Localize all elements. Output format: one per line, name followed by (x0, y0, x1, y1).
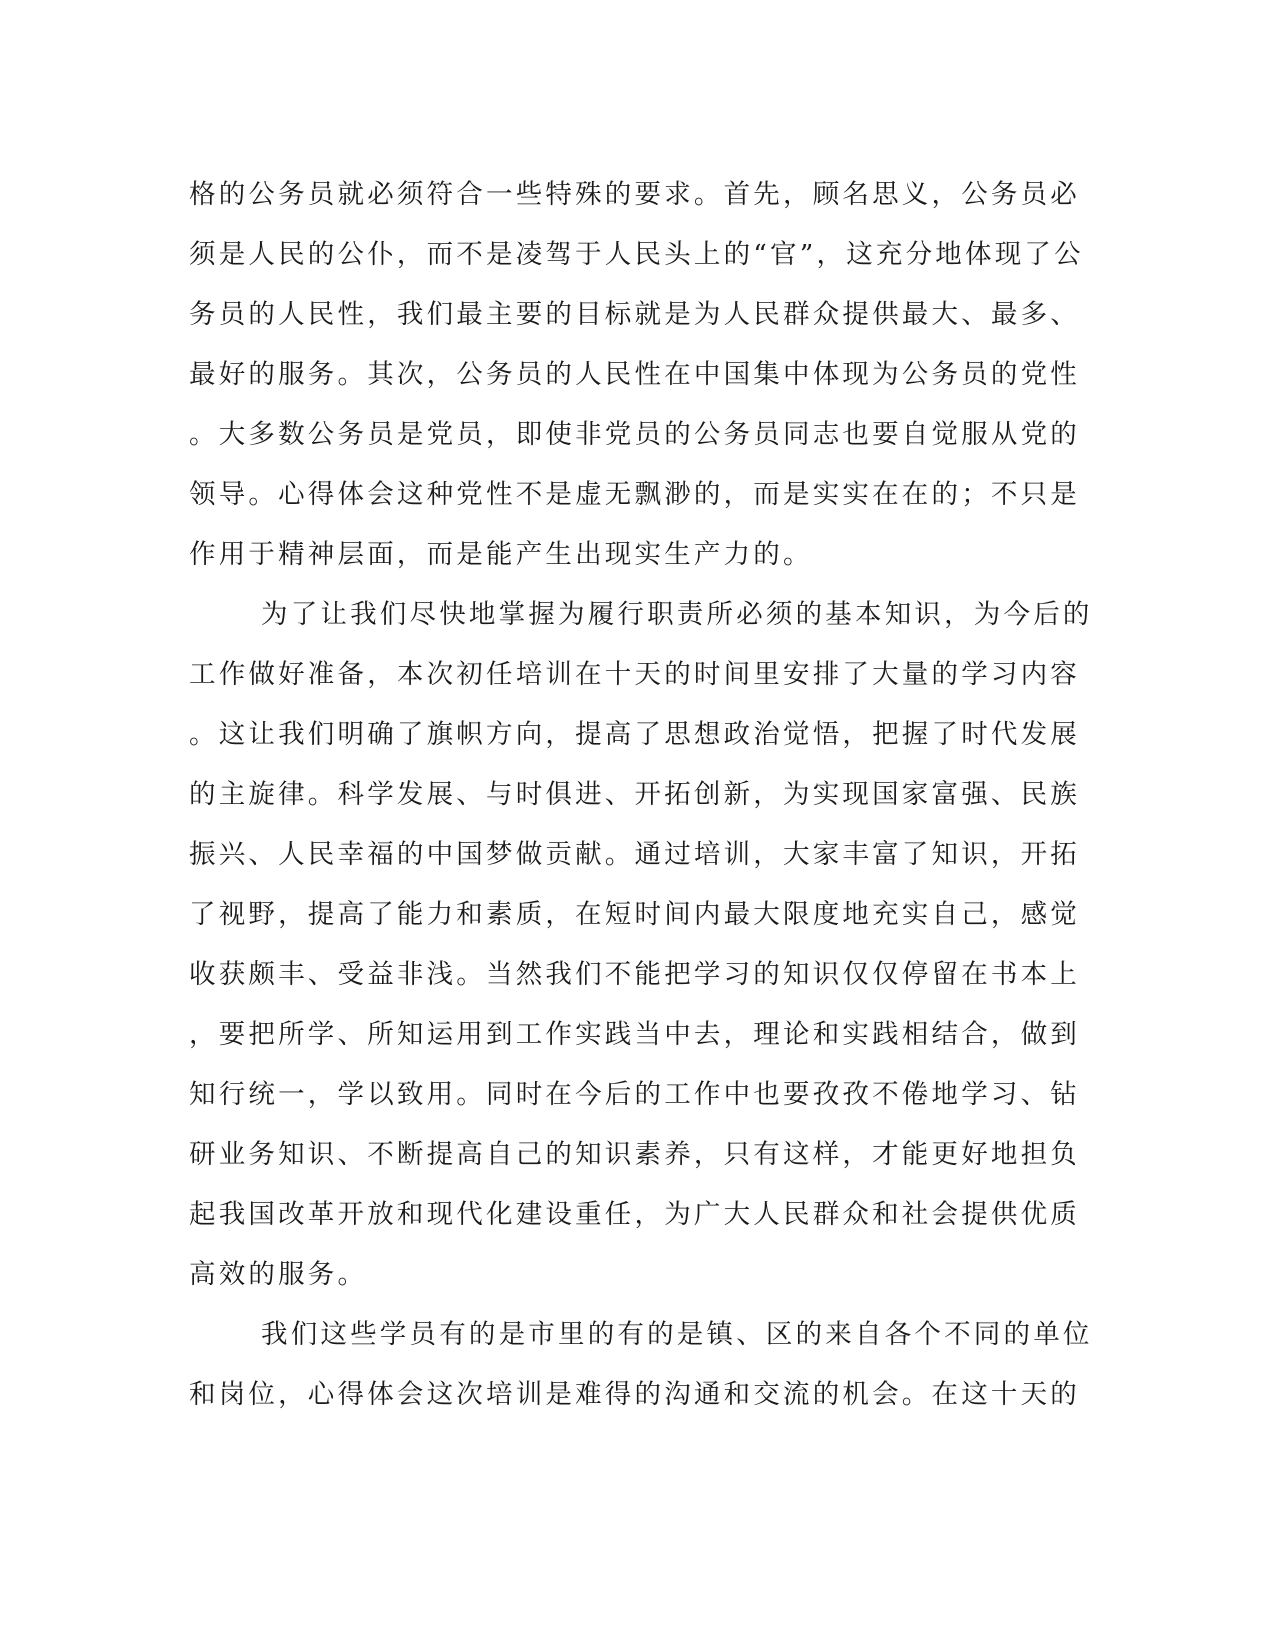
text-line: 。大多数公务员是党员，即使非党员的公务员同志也要自觉服从党的 (189, 419, 1080, 450)
paragraph-first-line: 为了让我们尽快地掌握为履行职责所必须的基本知识，为今后的 (261, 599, 1093, 630)
text-line: 振兴、人民幸福的中国梦做贡献。通过培训，大家丰富了知识，开拓 (189, 839, 1080, 870)
text-line: 须是人民的公仆，而不是凌驾于人民头上的“官”，这充分地体现了公 (189, 239, 1084, 270)
text-line: 了视野，提高了能力和素质，在短时间内最大限度地充实自己，感觉 (189, 899, 1080, 930)
body-text (189, 165, 1093, 1425)
text-line: 领导。心得体会这种党性不是虚无飘渺的，而是实实在在的；不只是 (189, 479, 1080, 510)
text-line: 作用于精神层面，而是能产生出现实生产力的。 (189, 539, 813, 570)
text-line: 和岗位，心得体会这次培训是难得的沟通和交流的机会。在这十天的 (189, 1379, 1080, 1410)
text-line: ，要把所学、所知运用到工作实践当中去，理论和实践相结合，做到 (189, 1019, 1080, 1050)
text-line: 务员的人民性，我们最主要的目标就是为人民群众提供最大、最多、 (189, 299, 1080, 330)
text-line: 高效的服务。 (189, 1259, 368, 1290)
text-line: 最好的服务。其次，公务员的人民性在中国集中体现为公务员的党性 (189, 359, 1080, 390)
text-line: 格的公务员就必须符合一些特殊的要求。首先，顾名思义，公务员必 (189, 179, 1080, 210)
text-line: 。这让我们明确了旗帜方向，提高了思想政治觉悟，把握了时代发展 (189, 719, 1080, 750)
text-line: 收获颇丰、受益非浅。当然我们不能把学习的知识仅仅停留在书本上 (189, 959, 1080, 990)
text-line: 知行统一，学以致用。同时在今后的工作中也要孜孜不倦地学习、钻 (189, 1079, 1080, 1110)
paragraph-first-line: 我们这些学员有的是市里的有的是镇、区的来自各个不同的单位 (261, 1319, 1093, 1350)
text-line: 起我国改革开放和现代化建设重任，为广大人民群众和社会提供优质 (189, 1199, 1080, 1230)
text-line: 的主旋律。科学发展、与时俱进、开拓创新，为实现国家富强、民族 (189, 779, 1080, 810)
text-line: 研业务知识、不断提高自己的知识素养，只有这样，才能更好地担负 (189, 1139, 1080, 1170)
text-line: 工作做好准备，本次初任培训在十天的时间里安排了大量的学习内容 (189, 659, 1080, 690)
